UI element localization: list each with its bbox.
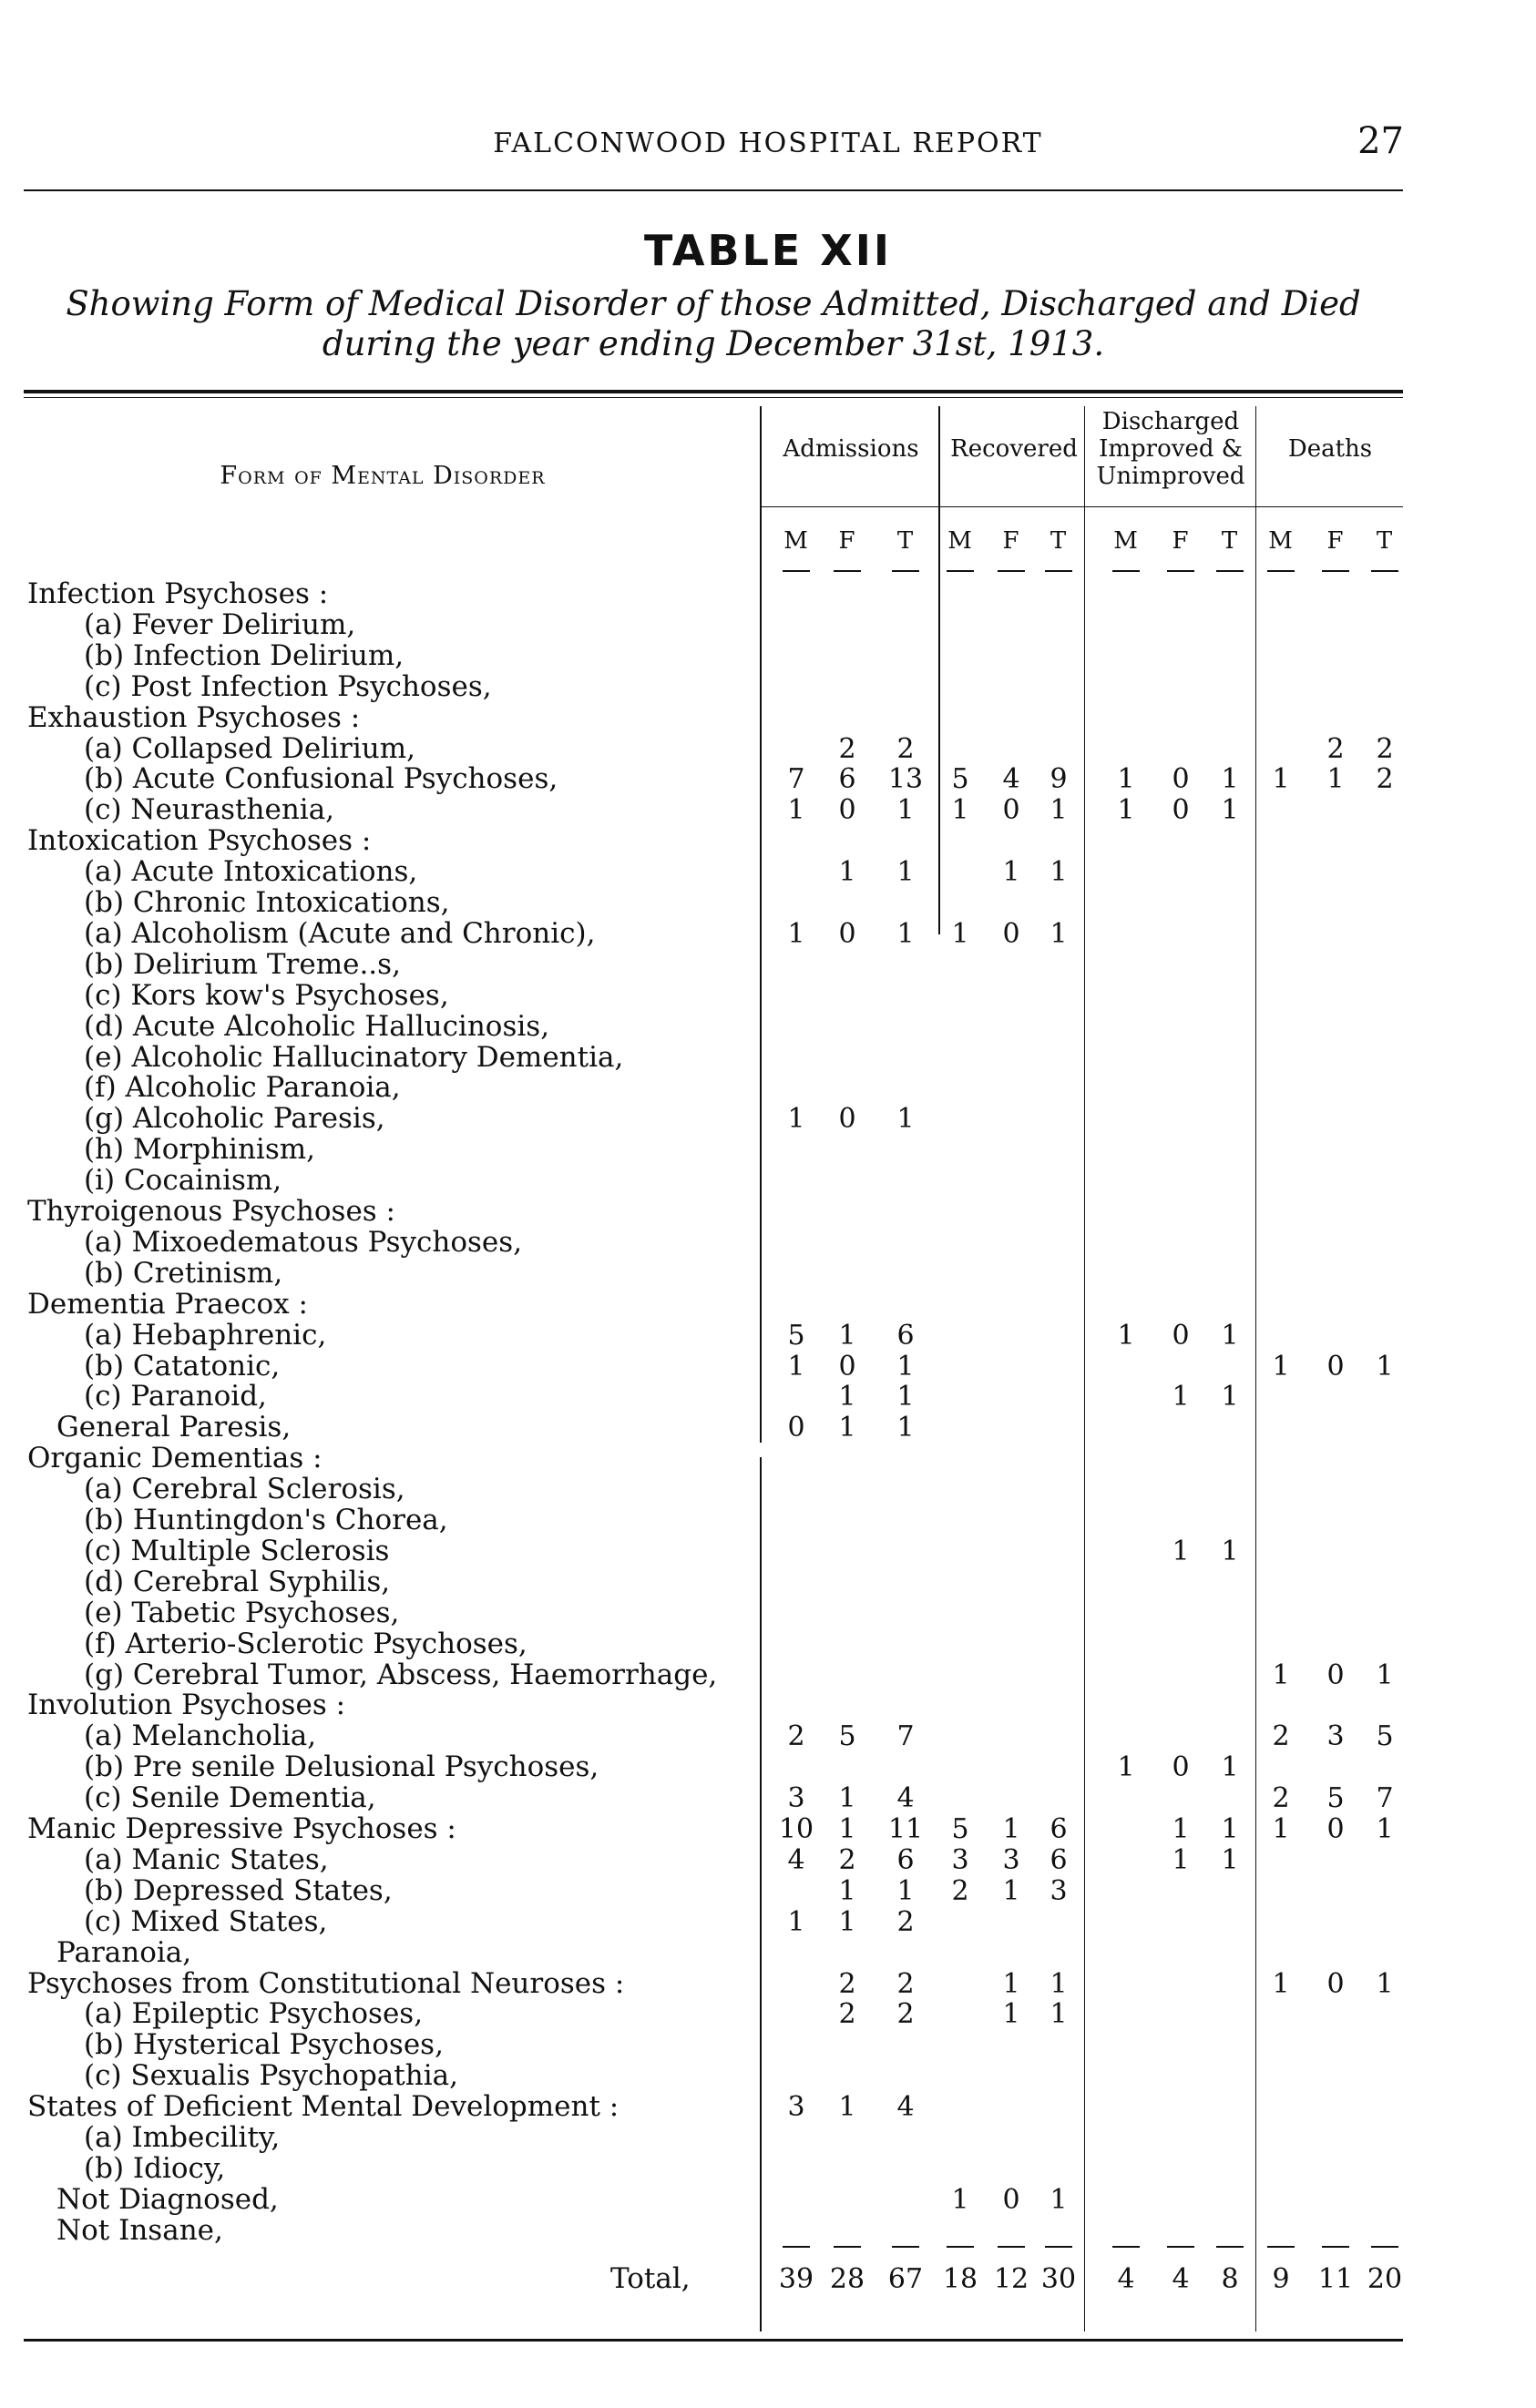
total-cell: 11 bbox=[1317, 2263, 1354, 2295]
row-label: Not Insane, bbox=[56, 2213, 223, 2247]
value-cell: 1 bbox=[838, 1412, 856, 1444]
value-cell: 1 bbox=[896, 794, 915, 827]
value-cell: 0 bbox=[838, 794, 856, 827]
value-cell: 1 bbox=[1221, 1751, 1239, 1784]
row-label: (h) Morphinism, bbox=[84, 1133, 315, 1167]
sub-header-dash bbox=[1167, 570, 1194, 572]
value-cell: 1 bbox=[1050, 917, 1068, 950]
discharged-header-3: Unimproved bbox=[1096, 463, 1245, 490]
value-cell: 1 bbox=[1172, 1813, 1190, 1845]
value-cell: 1 bbox=[1002, 856, 1020, 889]
value-cell: 2 bbox=[951, 1874, 969, 1907]
row-label: (a) Hebaphrenic, bbox=[84, 1318, 327, 1352]
sub-header-dash bbox=[998, 570, 1025, 572]
group-header-rule bbox=[762, 506, 1403, 507]
value-cell: 1 bbox=[1221, 1319, 1239, 1352]
recovered-header: Recovered bbox=[950, 435, 1078, 463]
value-cell: 0 bbox=[1172, 1751, 1190, 1784]
row-label: General Paresis, bbox=[56, 1411, 292, 1444]
row-label: (d) Cerebral Syphilis, bbox=[84, 1565, 391, 1598]
row-label: (a) Cerebral Sclerosis, bbox=[84, 1473, 405, 1506]
value-cell: 2 bbox=[838, 1998, 856, 2031]
value-cell: 1 bbox=[1221, 1535, 1239, 1567]
sub-header-dash bbox=[1112, 570, 1140, 572]
sub-header-dash bbox=[1371, 570, 1398, 572]
value-cell: 0 bbox=[838, 1350, 856, 1383]
value-cell: 2 bbox=[896, 732, 915, 765]
deaths-header: Deaths bbox=[1287, 435, 1373, 463]
value-cell: 4 bbox=[896, 2091, 915, 2124]
row-label: Psychoses from Constitutional Neuroses : bbox=[27, 1966, 625, 2000]
value-cell: 5 bbox=[787, 1319, 805, 1352]
row-label: (b) Infection Delirium, bbox=[84, 638, 404, 672]
sub-header-cell: M bbox=[783, 527, 809, 555]
page-number: 27 bbox=[1357, 120, 1404, 162]
value-cell: 1 bbox=[1172, 1843, 1190, 1876]
value-cell: 1 bbox=[1376, 1350, 1394, 1383]
row-label: (e) Tabetic Psychoses, bbox=[84, 1596, 400, 1629]
value-cell: 1 bbox=[896, 917, 915, 950]
value-cell: 13 bbox=[887, 763, 924, 796]
value-cell: 0 bbox=[1172, 1319, 1190, 1352]
value-cell: 3 bbox=[1050, 1874, 1068, 1907]
row-label: (b) Huntingdon's Chorea, bbox=[84, 1504, 448, 1536]
value-cell: 0 bbox=[838, 917, 856, 950]
running-title: FALCONWOOD HOSPITAL REPORT bbox=[493, 128, 1043, 159]
value-cell: 1 bbox=[1117, 763, 1135, 796]
value-cell: 1 bbox=[787, 1103, 805, 1136]
value-cell: 0 bbox=[1172, 794, 1190, 827]
value-cell: 1 bbox=[896, 1874, 915, 1907]
value-cell: 1 bbox=[1172, 1535, 1190, 1567]
row-label: Thyroigenous Psychoses : bbox=[27, 1195, 395, 1228]
value-cell: 1 bbox=[1002, 1967, 1020, 2000]
row-label: (g) Alcoholic Paresis, bbox=[84, 1102, 385, 1136]
value-cell: 1 bbox=[1002, 1998, 1020, 2031]
value-cell: 2 bbox=[896, 1998, 915, 2031]
row-label: (c) Senile Dementia, bbox=[84, 1781, 376, 1815]
row-label: Manic Depressive Psychoses : bbox=[27, 1812, 456, 1845]
value-cell: 6 bbox=[1050, 1843, 1068, 1876]
row-label: (b) Chronic Intoxications, bbox=[84, 886, 450, 919]
value-cell: 1 bbox=[1272, 1658, 1290, 1691]
value-cell: 1 bbox=[838, 2091, 856, 2124]
total-cell: 39 bbox=[778, 2263, 814, 2295]
row-label: (b) Cretinism, bbox=[84, 1256, 283, 1290]
table-subtitle bbox=[24, 284, 1403, 364]
row-label: States of Deficient Mental Development : bbox=[27, 2090, 620, 2124]
value-cell: 1 bbox=[1272, 1350, 1290, 1383]
row-label: Not Diagnosed, bbox=[56, 2182, 279, 2216]
sub-header-cell: F bbox=[1172, 527, 1190, 555]
value-cell: 5 bbox=[1376, 1720, 1394, 1753]
sub-header-cell: F bbox=[838, 527, 856, 555]
row-label: (c) Paranoid, bbox=[84, 1380, 267, 1413]
value-cell: 0 bbox=[1326, 1658, 1345, 1691]
sub-header-cell: F bbox=[1002, 527, 1020, 555]
subtitle-line-2: during the year ending December 31st, 1913. bbox=[322, 324, 1105, 363]
total-dash bbox=[1167, 2246, 1194, 2248]
value-cell: 1 bbox=[1117, 794, 1135, 827]
value-cell: 5 bbox=[1326, 1782, 1345, 1815]
total-cell: 8 bbox=[1221, 2263, 1239, 2295]
value-cell: 4 bbox=[787, 1843, 805, 1876]
row-label: (f) Alcoholic Paranoia, bbox=[84, 1071, 401, 1105]
subtitle-line-1: Showing Form of Medical Disorder of those Admitted, Discharged and Died bbox=[66, 284, 1361, 323]
value-cell: 0 bbox=[1326, 1350, 1345, 1383]
value-cell: 3 bbox=[1002, 1843, 1020, 1876]
value-cell: 3 bbox=[787, 1782, 805, 1815]
row-label: (a) Mixoedematous Psychoses, bbox=[84, 1225, 523, 1259]
sub-header-dash bbox=[834, 570, 861, 572]
value-cell: 2 bbox=[896, 1905, 915, 1938]
total-dash bbox=[892, 2246, 919, 2248]
form-header: Form of Mental Disorder bbox=[220, 462, 546, 490]
row-label: Involution Psychoses : bbox=[27, 1689, 346, 1722]
row-label: (i) Cocainism, bbox=[84, 1164, 282, 1198]
value-cell: 1 bbox=[1050, 1967, 1068, 2000]
total-dash bbox=[834, 2246, 861, 2248]
value-cell: 1 bbox=[896, 1350, 915, 1383]
row-label: (a) Collapsed Delirium, bbox=[84, 731, 415, 765]
value-cell: 1 bbox=[838, 856, 856, 889]
value-cell: 0 bbox=[1172, 763, 1190, 796]
row-label: (c) Kors kow's Psychoses, bbox=[84, 978, 449, 1012]
value-cell: 1 bbox=[787, 794, 805, 827]
sub-header-cell: M bbox=[947, 527, 973, 555]
running-header bbox=[0, 120, 1536, 164]
value-cell: 4 bbox=[896, 1782, 915, 1815]
value-cell: 1 bbox=[1221, 794, 1239, 827]
value-cell: 1 bbox=[1272, 763, 1290, 796]
value-cell: 1 bbox=[1050, 1998, 1068, 2031]
value-cell: 5 bbox=[951, 1813, 969, 1845]
header-rule bbox=[24, 189, 1403, 191]
sub-header-dash bbox=[1267, 570, 1295, 572]
value-cell: 1 bbox=[896, 1412, 915, 1444]
row-label: (c) Post Infection Psychoses, bbox=[84, 669, 492, 703]
value-cell: 1 bbox=[787, 917, 805, 950]
value-cell: 2 bbox=[1272, 1720, 1290, 1753]
value-cell: 6 bbox=[838, 763, 856, 796]
value-cell: 1 bbox=[787, 1905, 805, 1938]
value-cell: 1 bbox=[1376, 1813, 1394, 1845]
value-cell: 1 bbox=[838, 1905, 856, 1938]
sub-header-dash bbox=[892, 570, 919, 572]
total-dash bbox=[947, 2246, 974, 2248]
sub-header-dash bbox=[1322, 570, 1349, 572]
total-cell: 9 bbox=[1272, 2263, 1290, 2295]
row-label: (a) Melancholia, bbox=[84, 1719, 317, 1753]
row-label: (b) Hysterical Psychoses, bbox=[84, 2028, 444, 2062]
value-cell: 1 bbox=[896, 1103, 915, 1136]
value-cell: 6 bbox=[1050, 1813, 1068, 1845]
total-dash bbox=[1045, 2246, 1072, 2248]
value-cell: 1 bbox=[838, 1782, 856, 1815]
sub-header-cell: T bbox=[1050, 527, 1068, 555]
value-cell: 1 bbox=[1376, 1658, 1394, 1691]
row-label: (b) Acute Confusional Psychoses, bbox=[84, 762, 558, 796]
total-label: Total, bbox=[610, 2262, 691, 2295]
value-cell: 1 bbox=[1002, 1874, 1020, 1907]
total-dash bbox=[1371, 2246, 1398, 2248]
value-cell: 0 bbox=[838, 1103, 856, 1136]
value-cell: 6 bbox=[896, 1319, 915, 1352]
total-dash bbox=[1216, 2246, 1244, 2248]
value-cell: 0 bbox=[1002, 917, 1020, 950]
value-cell: 1 bbox=[951, 794, 969, 827]
value-cell: 1 bbox=[1326, 763, 1345, 796]
row-label: (a) Fever Delirium, bbox=[84, 607, 356, 641]
value-cell: 7 bbox=[896, 1720, 915, 1753]
row-label: (f) Arterio-Sclerotic Psychoses, bbox=[84, 1627, 527, 1660]
value-cell: 1 bbox=[1050, 794, 1068, 827]
total-dash bbox=[998, 2246, 1025, 2248]
table-bottom-rule bbox=[24, 2339, 1403, 2342]
total-cell: 28 bbox=[829, 2263, 865, 2295]
value-cell: 5 bbox=[951, 763, 969, 796]
admissions-recovered-rule bbox=[938, 406, 940, 934]
value-cell: 11 bbox=[887, 1813, 924, 1845]
row-label: (g) Cerebral Tumor, Abscess, Haemorrhage, bbox=[84, 1658, 718, 1691]
row-label: (c) Multiple Sclerosis bbox=[84, 1534, 390, 1567]
discharged-header-2: Improved & bbox=[1099, 435, 1243, 463]
total-dash bbox=[783, 2246, 810, 2248]
value-cell: 1 bbox=[1172, 1381, 1190, 1413]
row-label: (b) Catatonic, bbox=[84, 1349, 281, 1383]
discharged-deaths-rule bbox=[1255, 406, 1256, 2331]
row-label: (a) Alcoholism (Acute and Chronic), bbox=[84, 916, 596, 950]
value-cell: 10 bbox=[778, 1813, 814, 1845]
row-label: (b) Delirium Treme..s, bbox=[84, 947, 401, 981]
admissions-header: Admissions bbox=[783, 435, 919, 463]
sub-header-dash bbox=[947, 570, 974, 572]
value-cell: 0 bbox=[787, 1412, 805, 1444]
value-cell: 2 bbox=[1376, 732, 1394, 765]
value-cell: 1 bbox=[1272, 1813, 1290, 1845]
value-cell: 1 bbox=[1221, 1381, 1239, 1413]
label-column-rule bbox=[760, 406, 762, 1443]
value-cell: 1 bbox=[1376, 1967, 1394, 2000]
total-cell: 4 bbox=[1172, 2263, 1190, 2295]
value-cell: 1 bbox=[838, 1381, 856, 1413]
row-label: Intoxication Psychoses : bbox=[27, 824, 372, 858]
value-cell: 1 bbox=[1221, 1813, 1239, 1845]
value-cell: 1 bbox=[838, 1813, 856, 1845]
value-cell: 2 bbox=[896, 1967, 915, 2000]
value-cell: 1 bbox=[896, 856, 915, 889]
value-cell: 2 bbox=[1376, 763, 1394, 796]
value-cell: 2 bbox=[1326, 732, 1345, 765]
table-title: TABLE XII bbox=[644, 226, 892, 275]
sub-header-cell: M bbox=[1268, 527, 1294, 555]
row-label: (a) Acute Intoxications, bbox=[84, 855, 418, 889]
value-cell: 7 bbox=[1376, 1782, 1394, 1815]
total-dash bbox=[1322, 2246, 1349, 2248]
value-cell: 2 bbox=[838, 1843, 856, 1876]
value-cell: 1 bbox=[951, 917, 969, 950]
value-cell: 1 bbox=[1002, 1813, 1020, 1845]
value-cell: 2 bbox=[787, 1720, 805, 1753]
row-label: (b) Idiocy, bbox=[84, 2151, 226, 2185]
value-cell: 1 bbox=[896, 1381, 915, 1413]
value-cell: 3 bbox=[1326, 1720, 1345, 1753]
row-label: (a) Imbecility, bbox=[84, 2121, 281, 2154]
sub-header-dash bbox=[1045, 570, 1072, 572]
value-cell: 1 bbox=[1117, 1751, 1135, 1784]
sub-header-cell: T bbox=[1376, 527, 1394, 555]
value-cell: 1 bbox=[1272, 1967, 1290, 2000]
value-cell: 9 bbox=[1050, 763, 1068, 796]
total-cell: 4 bbox=[1117, 2263, 1135, 2295]
sub-header-cell: F bbox=[1326, 527, 1345, 555]
total-dash bbox=[1112, 2246, 1140, 2248]
recovered-discharged-rule bbox=[1084, 406, 1085, 2331]
value-cell: 1 bbox=[1221, 1843, 1239, 1876]
value-cell: 3 bbox=[951, 1843, 969, 1876]
value-cell: 1 bbox=[1117, 1319, 1135, 1352]
value-cell: 3 bbox=[787, 2091, 805, 2124]
sub-header-dash bbox=[783, 570, 810, 572]
row-label: (c) Mixed States, bbox=[84, 1904, 328, 1938]
value-cell: 1 bbox=[951, 2183, 969, 2216]
total-cell: 67 bbox=[887, 2263, 924, 2295]
value-cell: 0 bbox=[1326, 1813, 1345, 1845]
row-label: Exhaustion Psychoses : bbox=[27, 700, 361, 734]
row-label: (c) Sexualis Psychopathia, bbox=[84, 2059, 458, 2093]
value-cell: 1 bbox=[838, 1319, 856, 1352]
sub-header-cell: T bbox=[896, 527, 915, 555]
label-column-rule-lower bbox=[760, 1457, 762, 2331]
sub-header-cell: T bbox=[1221, 527, 1239, 555]
value-cell: 1 bbox=[1221, 763, 1239, 796]
value-cell: 6 bbox=[896, 1843, 915, 1876]
row-label: (a) Manic States, bbox=[84, 1842, 329, 1876]
value-cell: 0 bbox=[1002, 2183, 1020, 2216]
row-label: Dementia Praecox : bbox=[27, 1287, 308, 1321]
value-cell: 1 bbox=[787, 1350, 805, 1383]
row-label: Organic Dementias : bbox=[27, 1442, 323, 1475]
value-cell: 0 bbox=[1326, 1967, 1345, 2000]
total-dash bbox=[1267, 2246, 1295, 2248]
sub-header-cell: M bbox=[1113, 527, 1139, 555]
row-label: (c) Neurasthenia, bbox=[84, 793, 335, 827]
table-top-rule-thin bbox=[24, 397, 1403, 398]
value-cell: 1 bbox=[1050, 856, 1068, 889]
total-cell: 18 bbox=[942, 2263, 978, 2295]
total-cell: 12 bbox=[993, 2263, 1029, 2295]
value-cell: 1 bbox=[1050, 2183, 1068, 2216]
value-cell: 0 bbox=[1002, 794, 1020, 827]
total-cell: 20 bbox=[1367, 2263, 1403, 2295]
row-label: Paranoia, bbox=[56, 1935, 192, 1969]
value-cell: 2 bbox=[1272, 1782, 1290, 1815]
sub-header-dash bbox=[1216, 570, 1244, 572]
value-cell: 5 bbox=[838, 1720, 856, 1753]
value-cell: 7 bbox=[787, 763, 805, 796]
value-cell: 4 bbox=[1002, 763, 1020, 796]
row-label: (e) Alcoholic Hallucinatory Dementia, bbox=[84, 1040, 624, 1074]
row-label: (d) Acute Alcoholic Hallucinosis, bbox=[84, 1009, 550, 1043]
row-label: (b) Depressed States, bbox=[84, 1873, 393, 1907]
value-cell: 1 bbox=[838, 1874, 856, 1907]
row-label: (b) Pre senile Delusional Psychoses, bbox=[84, 1750, 599, 1784]
table-top-rule bbox=[24, 390, 1403, 393]
total-cell: 30 bbox=[1040, 2263, 1077, 2295]
value-cell: 2 bbox=[838, 732, 856, 765]
row-label: Infection Psychoses : bbox=[27, 577, 329, 610]
row-label: (a) Epileptic Psychoses, bbox=[84, 1997, 424, 2031]
discharged-header-1: Discharged bbox=[1101, 408, 1240, 435]
value-cell: 2 bbox=[838, 1967, 856, 2000]
